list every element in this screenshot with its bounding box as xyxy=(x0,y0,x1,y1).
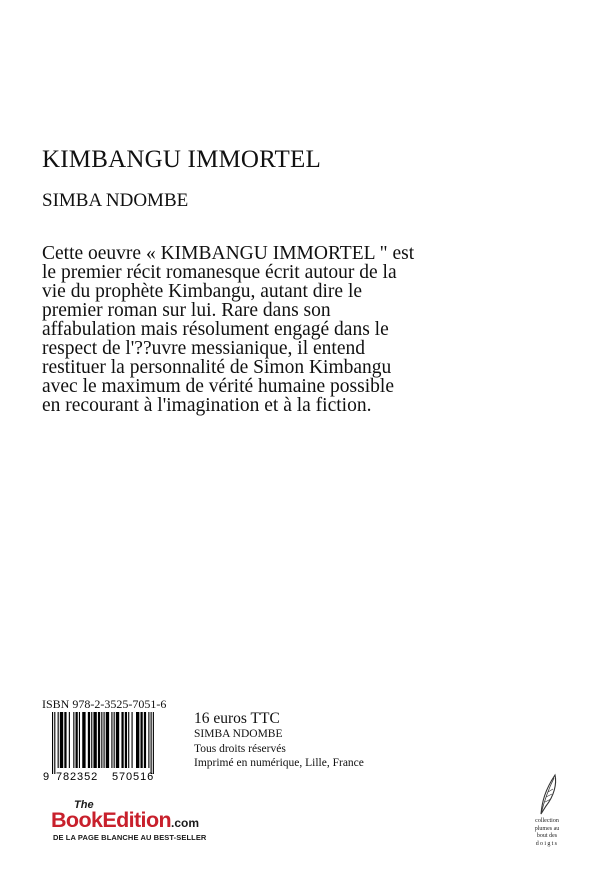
barcode-bar xyxy=(114,712,115,768)
collection-line: bout des xyxy=(536,833,558,839)
barcode-bar xyxy=(148,712,149,768)
printing-notice: Imprimé en numérique, Lille, France xyxy=(194,757,364,769)
barcode-bar xyxy=(91,712,92,768)
bookedition-logo xyxy=(48,799,248,844)
collection-line: plumes au xyxy=(534,825,560,832)
barcode-bar xyxy=(82,712,85,768)
barcode-bar xyxy=(104,712,105,768)
barcode-bar xyxy=(64,712,66,768)
blurb-line: vie du prophète Kimbangu, autant dire le xyxy=(42,281,363,302)
barcode-bar xyxy=(153,712,154,774)
blurb-line: premier roman sur lui. Rare dans son xyxy=(42,300,331,321)
barcode-bar xyxy=(98,712,100,768)
barcode-bar xyxy=(128,712,129,768)
isbn-label: ISBN 978-2-3525-7051-6 xyxy=(42,697,167,711)
barcode-bar xyxy=(125,712,127,768)
logo-brand-start: BookEditi xyxy=(51,808,146,832)
barcode-bar xyxy=(106,712,109,768)
logo-brand xyxy=(51,808,199,833)
barcode-bar xyxy=(79,712,80,768)
price-block xyxy=(194,710,364,771)
price: 16 euros TTC xyxy=(194,710,280,727)
barcode-bar xyxy=(144,712,146,768)
logo-brand-end: n xyxy=(158,808,172,832)
barcode-bar xyxy=(111,712,112,768)
barcode-bar xyxy=(76,712,78,768)
logo-tagline: DE LA PAGE BLANCHE AU BEST-SELLER xyxy=(53,833,207,842)
book-title: KIMBANGU IMMORTEL xyxy=(42,146,321,173)
logo-brand-o: o xyxy=(145,808,159,832)
barcode-digits-right: 570516 xyxy=(112,771,155,782)
barcode-bar xyxy=(58,712,59,768)
barcode-bar xyxy=(121,712,123,768)
collection-line: doigts xyxy=(535,840,559,847)
blurb-line: en recourant à l'imagination et à la fiction. xyxy=(42,395,372,416)
barcode-bar xyxy=(151,712,152,774)
barcode-bar xyxy=(69,712,70,768)
barcode-bar xyxy=(132,712,133,768)
barcode-bar xyxy=(88,712,90,768)
barcode-icon xyxy=(42,712,170,782)
barcode-bar xyxy=(60,712,63,768)
blurb-line: avec le maximum de vérité humaine possible xyxy=(42,376,394,397)
barcode-digits-left: 782352 xyxy=(56,771,99,782)
barcode-bar xyxy=(140,712,142,768)
barcode-bar xyxy=(52,712,53,774)
feather-quill-icon xyxy=(534,772,560,816)
rights-notice: Tous droits réservés xyxy=(194,742,286,755)
blurb-line: restituer la personnalité de Simon Kimbangu xyxy=(42,357,392,378)
book-author: SIMBA NDOMBE xyxy=(42,190,189,211)
blurb-line: Cette oeuvre « KIMBANGU IMMORTEL " est xyxy=(42,243,415,264)
barcode-bar xyxy=(54,712,55,774)
barcode-bar xyxy=(116,712,119,768)
blurb-line: affabulation mais résolument engagé dans le xyxy=(42,319,389,340)
collection-badge xyxy=(521,772,573,848)
blurb-line: respect de l'??uvre messianique, il entend xyxy=(42,338,365,359)
blurb-line: le premier récit romanesque écrit autour de la xyxy=(42,262,397,283)
back-cover-blurb xyxy=(42,244,482,415)
barcode-bar xyxy=(93,712,96,768)
collection-text xyxy=(521,818,573,848)
collection-line: collection xyxy=(535,818,559,824)
logo-com: .com xyxy=(171,816,200,830)
price-author: SIMBA NDOMBE xyxy=(194,728,283,740)
barcode-bar xyxy=(136,712,139,768)
logo-the: The xyxy=(74,799,94,811)
barcode-bar xyxy=(101,712,102,768)
barcode-digit-lead: 9 xyxy=(43,771,50,782)
barcode-bar xyxy=(73,712,74,768)
